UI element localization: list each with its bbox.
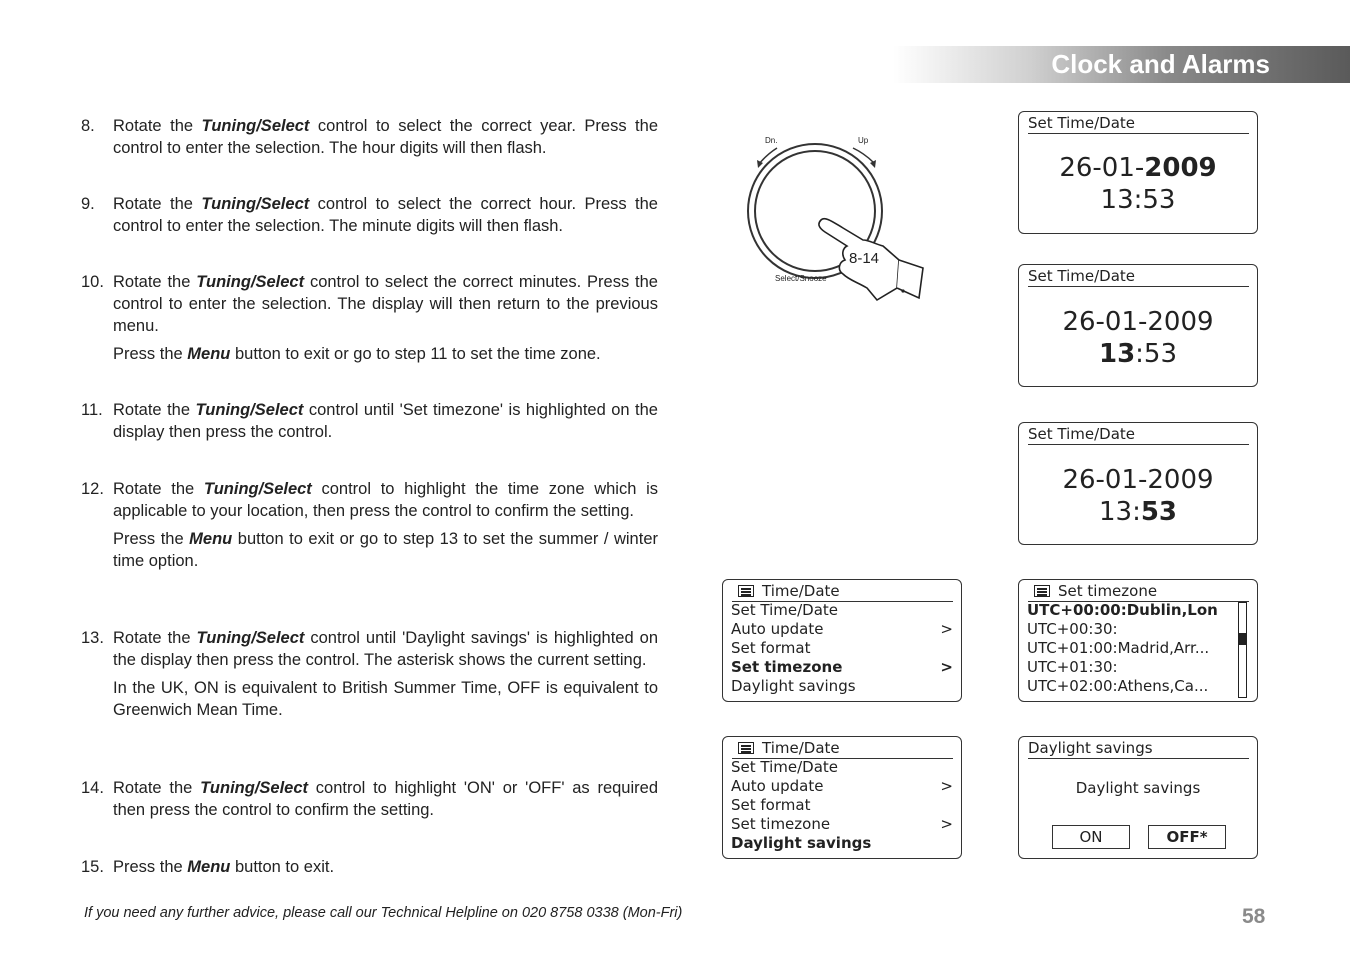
menu-icon xyxy=(1034,585,1050,597)
up-arrow-icon xyxy=(853,148,873,162)
scrollbar-thumb[interactable] xyxy=(1239,633,1246,645)
step-note: Press the Menu button to exit or go to step 13 to set the summer / winter time option. xyxy=(113,530,658,570)
step-note: Press the Menu button to exit or go to step 11 to set the time zone. xyxy=(113,345,601,363)
menu-icon xyxy=(738,742,754,754)
step-text: Rotate the Tuning/Select control until 'Daylight savings' is highlighted on the display then press the control. The asterisk shows the current setting. xyxy=(113,629,658,669)
step-text: Rotate the Tuning/Select control to highlight 'ON' or 'OFF' as required then press the control to confirm the setting. xyxy=(113,779,658,819)
step-11 xyxy=(81,399,658,443)
lcd-timezone-list xyxy=(1018,579,1258,702)
timezone-item[interactable]: UTC+01:30: xyxy=(1027,658,1118,676)
step-number: 12. xyxy=(81,480,104,498)
step-text: Press the Menu button to exit. xyxy=(113,858,335,876)
dn-arrow-icon xyxy=(759,148,777,164)
menu-item[interactable]: Auto update > xyxy=(731,620,953,638)
menu-item[interactable]: Set Time/Date xyxy=(731,601,839,619)
lcd-title: Time/Date xyxy=(732,582,953,602)
step-text: Rotate the Tuning/Select control to select the correct hour. Press the control to enter the selection. The minute digits will then flash. xyxy=(113,195,658,235)
lcd-menu-daylight-selected xyxy=(722,736,962,859)
step-reference: 8-14 xyxy=(849,250,880,267)
step-text: Rotate the Tuning/Select control to highlight the time zone which is applicable to your location, then press the control to confirm the setting. xyxy=(113,480,658,520)
step-text: Rotate the Tuning/Select control to select the correct minutes. Press the control to enter the selection. The display will then return to the previous menu. xyxy=(113,273,658,335)
step-12 xyxy=(81,478,658,572)
step-9 xyxy=(81,193,658,237)
menu-item[interactable]: Set format xyxy=(731,639,811,657)
menu-list xyxy=(731,758,953,853)
step-13 xyxy=(81,627,658,721)
lcd-menu-timezone-selected xyxy=(722,579,962,702)
timezone-list xyxy=(1027,601,1237,696)
off-button[interactable]: OFF* xyxy=(1148,825,1226,849)
lcd-time: 13:53 xyxy=(1100,185,1176,215)
step-15 xyxy=(81,856,658,878)
step-text: Rotate the Tuning/Select control until 'Set timezone' is highlighted on the display then press the control. xyxy=(113,401,658,441)
lcd-title: Set timezone xyxy=(1028,582,1249,602)
menu-item[interactable]: Set format xyxy=(731,796,811,814)
menu-item[interactable]: Daylight savings xyxy=(731,677,856,695)
lcd-set-hour xyxy=(1018,264,1258,387)
timezone-item-selected[interactable]: UTC+00:00:Dublin,Lon xyxy=(1027,601,1218,619)
timezone-item[interactable]: UTC+01:00:Madrid,Arr... xyxy=(1027,639,1210,657)
knob-up-label: Up xyxy=(858,136,869,145)
step-14 xyxy=(81,777,658,821)
step-number: 14. xyxy=(81,779,104,797)
scrollbar[interactable] xyxy=(1238,602,1247,698)
menu-item-selected[interactable]: Daylight savings xyxy=(731,834,872,852)
page-title: Clock and Alarms xyxy=(1051,49,1270,79)
lcd-time: 13:53 xyxy=(1098,339,1178,369)
step-10 xyxy=(81,271,658,365)
lcd-title: Set Time/Date xyxy=(1028,425,1249,445)
knob-select-label: Select/Snooze xyxy=(775,274,827,283)
lcd-date: 26-01-2009 xyxy=(1062,465,1214,495)
lcd-daylight-savings xyxy=(1018,736,1258,859)
lcd-date: 26-01-2009 xyxy=(1059,153,1217,183)
knob-dn-label: Dn. xyxy=(765,136,778,145)
lcd-time: 13:53 xyxy=(1098,497,1178,527)
menu-item-selected[interactable]: Set timezone > xyxy=(731,658,953,676)
menu-item[interactable]: Auto update > xyxy=(731,777,953,795)
menu-icon xyxy=(738,585,754,597)
step-note: In the UK, ON is equivalent to British Summer Time, OFF is equivalent to Greenwich Mean Time. xyxy=(113,679,658,719)
step-number: 10. xyxy=(81,273,104,291)
lcd-title: Set Time/Date xyxy=(1028,114,1249,134)
daylight-savings-label: Daylight savings xyxy=(1075,779,1201,797)
page-number: 58 xyxy=(1242,905,1266,928)
header-bar xyxy=(893,46,1350,83)
tuning-knob-illustration xyxy=(745,128,935,308)
lcd-date: 26-01-2009 xyxy=(1062,307,1214,337)
menu-item[interactable]: Set timezone > xyxy=(731,815,953,833)
lcd-title: Time/Date xyxy=(732,739,953,759)
step-number: 11. xyxy=(81,401,103,419)
lcd-set-year xyxy=(1018,111,1258,234)
menu-item[interactable]: Set Time/Date xyxy=(731,758,839,776)
step-8 xyxy=(81,115,658,159)
lcd-title: Set Time/Date xyxy=(1028,267,1249,287)
step-number: 9. xyxy=(81,195,95,213)
lcd-set-minute xyxy=(1018,422,1258,545)
on-button[interactable]: ON xyxy=(1052,825,1130,849)
menu-list xyxy=(731,601,953,696)
helpline-note: If you need any further advice, please call our Technical Helpline on 020 8758 0338 (Mon-Fri) xyxy=(84,905,683,921)
step-text: Rotate the Tuning/Select control to select the correct year. Press the control to enter the selection. The hour digits will then flash. xyxy=(113,117,658,157)
step-number: 13. xyxy=(81,629,104,647)
lcd-title: Daylight savings xyxy=(1028,739,1249,759)
step-number: 15. xyxy=(81,858,104,876)
step-number: 8. xyxy=(81,117,95,135)
timezone-item[interactable]: UTC+02:00:Athens,Ca... xyxy=(1027,677,1209,695)
timezone-item[interactable]: UTC+00:30: xyxy=(1027,620,1118,638)
